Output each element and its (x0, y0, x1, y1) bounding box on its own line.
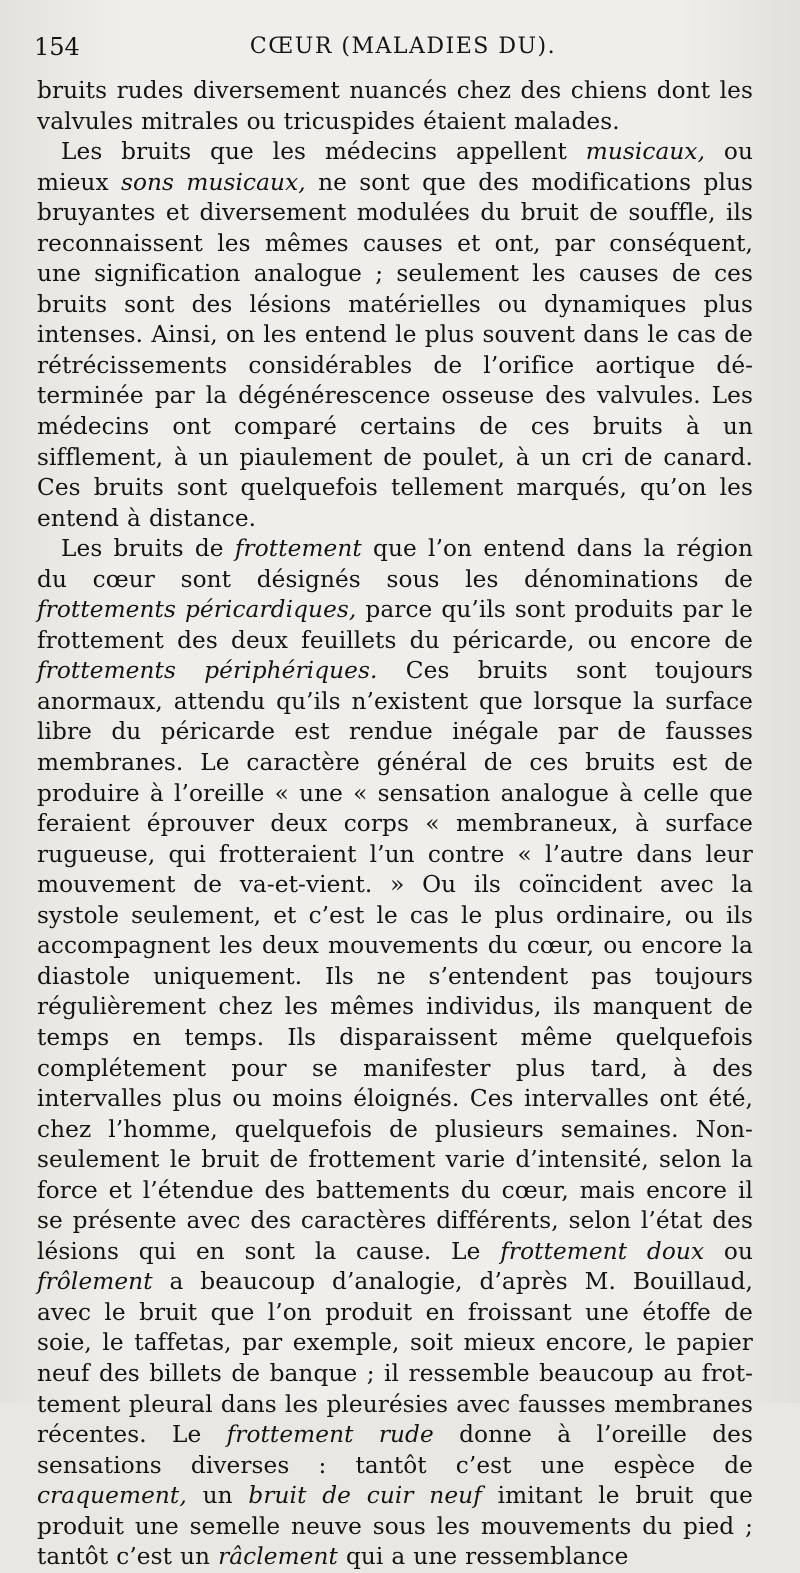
text-segment: que l’on entend dans la région du cœur sont désignés sous les dénominations de (37, 535, 753, 593)
text-segment: qui a une ressemblance (337, 1543, 629, 1571)
text-segment: Les bruits de (61, 535, 235, 563)
paragraph (37, 534, 753, 1573)
text-segment: Les bruits que les médecins appellent (61, 138, 586, 166)
body-text (37, 76, 753, 1573)
italic-text: frottements périphériques. (37, 657, 378, 685)
text-segment: imitant le bruit que produit une semelle neuve sous les mouvements du pied ; tantôt c’est un (37, 1482, 753, 1571)
page-number: 154 (34, 33, 80, 61)
italic-text: frottement rude (226, 1421, 434, 1449)
text-segment: Ces bruits sont toujours anormaux, attendu qu’ils n’existent que lorsque la surface libre du péricarde est rendue inégale par de fausses membranes. Le caractère général de ces bruits est de produire à l’oreille « une « sensation analogue à celle que feraient éprouver deux corps « membraneux, à surface rugueuse, qui frotteraient l’un contre « l’autre dans leur mouvement de va-et-vient. » Ou ils coïncident avec la systole seulement, et c’est le cas le plus ordinaire, ou ils accompagnent les deux mouvements du cœur, ou encore la diastole uniquement. Ils ne s’entendent pas toujours régulièrement chez les mêmes individus, ils manquent de temps en temps. Ils disparaissent même quelquefois complétement pour se manifester plus tard, à des intervalles plus ou moins éloignés. Ces intervalles ont été, chez l’homme, quelquefois de plusieurs semaines. Non-seulement le bruit de frottement varie d’intensité, selon la force et l’étendue des battements du cœur, mais encore il se présente avec des caractères différents, selon l’état des lésions qui en sont la cause. Le (37, 657, 754, 1265)
text-segment: bruits rudes diversement nuancés chez des chiens dont les valvules mitrales ou tricuspides étaient malades. (37, 77, 753, 135)
italic-text: musicaux, (585, 138, 706, 166)
italic-text: râclement (218, 1543, 338, 1571)
text-segment: a beaucoup d’analogie, d’après M. Bouillaud, avec le bruit que l’on produit en froissant une étoffe de soie, le taffetas, par exemple, soit mieux encore, le papier neuf des billets de banque ; il ressemble beaucoup au frottement pleural dans les pleurésies avec fausses membranes récentes. Le (37, 1268, 753, 1449)
italic-text: frottements péricardiques, (37, 596, 357, 624)
paragraph (37, 137, 753, 534)
italic-text: sons musicaux, (120, 168, 306, 196)
italic-text: frottement doux (500, 1237, 705, 1265)
text-segment: parce qu’ils sont produits par le frottement des deux feuillets du péricarde, ou encore de (37, 596, 753, 654)
page-header (34, 30, 752, 64)
italic-text: frôlement (37, 1268, 153, 1296)
italic-text: bruit de cuir neuf (248, 1482, 482, 1510)
text-segment: ou (704, 1237, 753, 1265)
paragraph (37, 76, 753, 137)
italic-text: frottement (234, 535, 362, 563)
italic-text: craquement, (37, 1482, 187, 1510)
text-segment: donne à l’oreille des sensations diverses : tantôt c’est une espèce de (37, 1421, 754, 1479)
text-segment: ne sont que des modifications plus bruyantes et diversement modulées du bruit de souffle, ils reconnaissent les mêmes causes et ont, par conséquent, une signification analogue ; seulement les causes de ces bruits sont des lésions matérielles ou dynamiques plus intenses. Ainsi, on les entend le plus souvent dans le cas de rétrécissements considérables de l’orifice aortique déterminée par la dégénérescence osseuse des valvules. Les médecins ont comparé certains de ces bruits à un sifflement, à un piaulement de poulet, à un cri de canard. Ces bruits sont quelquefois tellement marqués, qu’on les entend à distance. (37, 168, 753, 532)
running-title: CŒUR (MALADIES DU). (249, 34, 557, 59)
text-segment: un (186, 1482, 249, 1510)
text-segment: ou mieux (37, 138, 753, 196)
